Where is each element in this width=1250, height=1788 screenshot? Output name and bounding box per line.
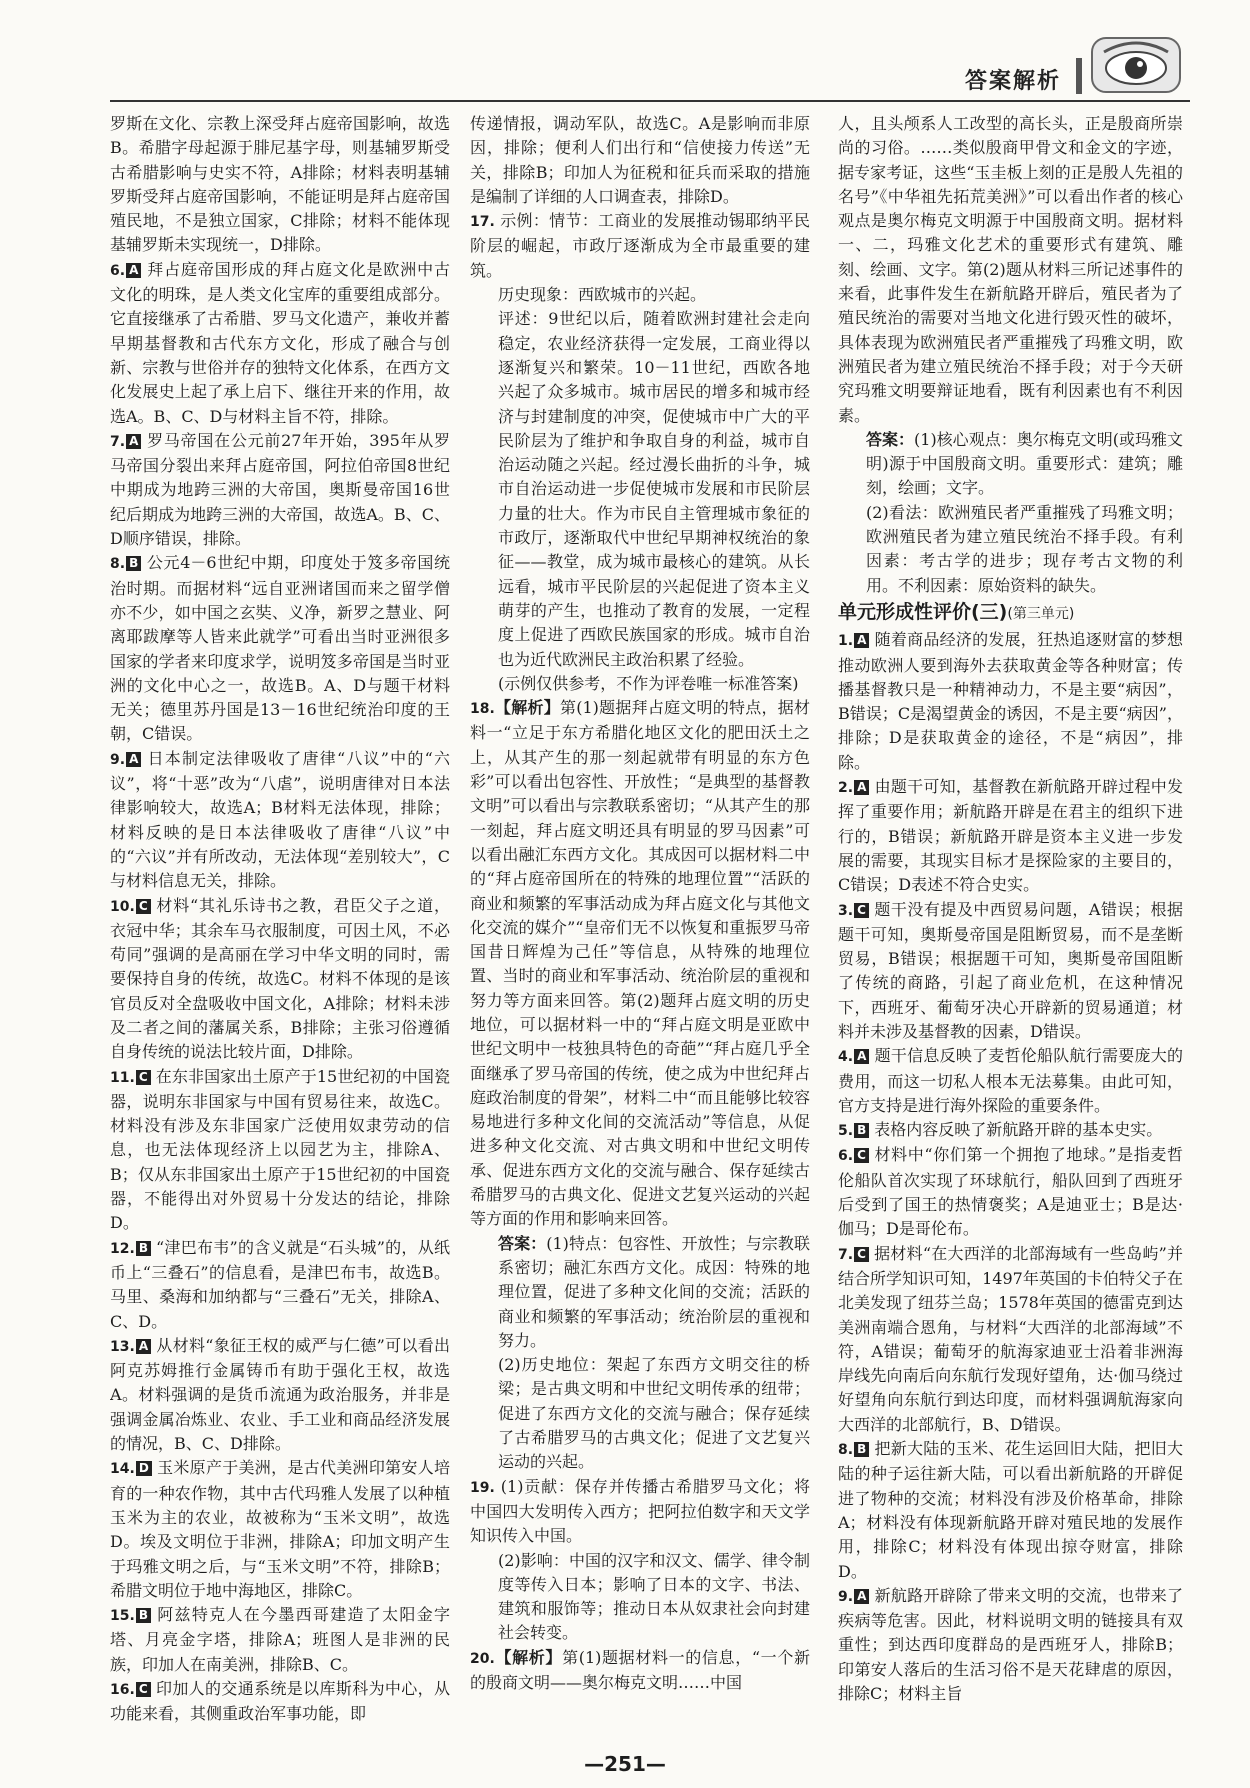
section-subtitle: (第三单元) — [1007, 605, 1075, 622]
answer-text: (2)看法：欧洲殖民者严重摧残了玛雅文明；欧洲殖民者为建立殖民统治不择手段。有利因素：考古学的进步；现存考古文物的利用。不利因素：原始资料的缺失。 — [866, 502, 1183, 595]
analysis-tag: 【解析】 — [494, 1647, 563, 1667]
answer-item-17 — [470, 209, 810, 283]
question-number: 2. — [838, 780, 854, 797]
answer-item-18 — [470, 696, 810, 1232]
answer-badge: B — [136, 1608, 151, 1623]
answer-text: 在东非国家出土原产于15世纪初的中国瓷器，说明东非国家与中国有贸易往来，故选C。材料没有涉及东非国家广泛使用奴隶劳动的信息，也无法体现经济上以园艺为主，排除A、B；仅从东非国家出土原产于15世纪初的中国瓷器，不能得出对外贸易十分发达的结论，排除D。 — [110, 1066, 450, 1233]
question-number: 3. — [838, 902, 854, 919]
section-title-text: 单元形成性评价(三) — [838, 600, 1008, 623]
answer-badge: B — [136, 1241, 151, 1256]
answer-item-5 — [838, 1118, 1183, 1143]
answer-item-16 — [110, 1677, 450, 1727]
answer-text: 题干没有提及中西贸易问题，A错误；根据题干可知，奥斯曼帝国是阻断贸易，而不是垄断贸易，B错误；根据题干可知，奥斯曼帝国阻断了传统的商路，引起了商业危机，在这种情况下，西班牙、葡萄牙决心开辟新的贸易通道；材料并未涉及基督教的因素，D错误。 — [838, 899, 1183, 1041]
answer-text: 据材料“在大西洋的北部海域有一些岛屿”并结合所学知识可知，1497年英国的卡伯特父子在北美发现了纽芬兰岛；1578年英国的德雷克到达美洲南端合恩角，与材料“大西洋的北部海域”不符，A错误；葡萄牙的航海家迪亚士沿着非洲海岸线先向南后向东航行发现好望角，达·伽马绕过好望角向东航行到达印度，而材料强调航海家向大西洋的北部航行，B、D错误。 — [838, 1243, 1183, 1434]
question-number: 13. — [110, 1338, 135, 1355]
answer-item-6 — [838, 1143, 1183, 1241]
answer-item-4 — [838, 1044, 1183, 1118]
answer-text: 表格内容反映了新航路开辟的基本史实。 — [874, 1120, 1163, 1140]
answer-note: (示例仅供参考，不作为评卷唯一标准答案) — [498, 673, 799, 693]
question-number: 4. — [838, 1049, 854, 1066]
question-number: 7. — [838, 1246, 854, 1263]
answer-block — [838, 428, 1183, 501]
answer-item-11 — [110, 1065, 450, 1236]
question-number: 11. — [110, 1069, 135, 1086]
answer-text: 印加人的交通系统是以库斯科为中心，从功能来看，其侧重政治军事功能，即 — [110, 1679, 450, 1724]
answer-item-9 — [110, 747, 450, 894]
answer-item-15 — [110, 1603, 450, 1677]
answer-badge: A — [854, 1589, 869, 1604]
answer-badge: A — [854, 1049, 869, 1064]
answer-badge: C — [136, 1070, 151, 1085]
answer-item-13 — [110, 1334, 450, 1456]
answer-text: 题干信息反映了麦哲伦船队航行需要庞大的费用，而这一切私人根本无法募集。由此可知，官方支持是进行海外探险的重要条件。 — [838, 1046, 1183, 1115]
answer-badge: C — [854, 903, 869, 918]
answer-text: (2)历史地位：架起了东西方文明交往的桥梁；是古典文明和中世纪文明传承的纽带；促进了东西方文化的交流与融合；保存延续了古希腊罗马的古典文化；促进了文艺复兴运动的兴起。 — [498, 1355, 810, 1472]
question-number: 18. — [470, 701, 495, 718]
question-number: 7. — [110, 433, 126, 450]
analysis-tag: 【解析】 — [494, 698, 560, 718]
question-number: 9. — [110, 751, 126, 768]
question-number: 15. — [110, 1608, 135, 1625]
answer-text: 第(1)题据拜占庭文明的特点，据材料一“立足于东方希腊化地区文化的肥田沃土之上，从其产生的那一刻起就带有明显的东方色彩”可以看出包容性、开放性；“是典型的基督教文明”可以看出与宗教联系密切；“从其产生的那一刻起，拜占庭文明还具有明显的罗马因素”可以看出融汇东西方文化。其成因可以据材料二中的“拜占庭帝国所在的特殊的地理位置”“活跃的商业和频繁的军事活动成为拜占庭文化与其他文化交流的媒介”“皇帝们无不以恢复和重振罗马帝国昔日辉煌为己任”等信息，从特殊的地理位置、当时的商业和军事活动、统治阶层的重视和努力等方面来回答。第(2)题拜占庭文明的历史地位，可以据材料一中的“拜占庭文明是亚欧中世纪文明中一枝独具特色的奇葩”“拜占庭几乎全面继承了罗马帝国的传统，使之成为中世纪拜占庭政治制度的骨架”，材料二中“而且能够比较容易地进行多种文化间的交流活动”等信息，从促进多种文化交流、对古典文明和中世纪文明传承、促进东西方文化的交流与融合、保存延续古希腊罗马的古典文化、促进文艺复兴运动的兴起等方面的作用和影响来回答。 — [470, 698, 810, 1229]
answer-text: 第(1)题据材料一的信息，“一个新的殷商文明——奥尔梅克文明……中国 — [470, 1647, 810, 1692]
answer-text: “津巴布韦”的含义就是“石头城”的，从纸币上“三叠石”的信息看，是津巴布韦，故选B。马里、桑海和加纳都与“三叠石”无关，排除A、C、D。 — [110, 1237, 450, 1331]
answer-badge: A — [854, 633, 869, 648]
answer-paragraph: 人，且头颅系人工改型的高长头，正是殷商所崇尚的习俗。……类似殷商甲骨文和金文的字迹，据专家考证，这些“玉圭板上刻的正是殷人先祖的名号”《中华祖先拓荒美洲》”可以看出作者的核心观点是奥尔梅克文明源于中国殷商文明。据材料一、二，玛雅文化艺术的重要形式有建筑、雕刻、绘画、文字。第(2)题从材料三所记述事件的来看，此事件发生在新航路开辟后，殖民者为了殖民统治的需要对当地文化进行毁灭性的破坏，具体表现为欧洲殖民者严重摧残了玛雅文明，欧洲殖民者为建立殖民统治不择手段；对于今天研究玛雅文明要辩证地看，既有利因素也有不利因素。 — [838, 114, 1183, 425]
answer-item-12 — [110, 1236, 450, 1334]
header-rule — [110, 100, 1190, 102]
question-number: 5. — [838, 1123, 854, 1140]
answer-badge: C — [136, 1682, 151, 1697]
answer-text: (2)影响：中国的汉字和汉文、儒学、律令制度等传入日本；影响了日本的文字、书法、建筑和服饰等；推动日本从奴隶社会向封建社会转变。 — [498, 1550, 810, 1643]
header-title: 答案解析 — [965, 69, 1062, 94]
column-2 — [470, 112, 810, 1752]
question-number: 8. — [110, 556, 126, 573]
answer-text: (1)特点：包容性、开放性；与宗教联系密切；融汇东西方文化。成因：特殊的地理位置，促进了多种文化间的交流；活跃的商业和频繁的军事活动；统治阶层的重视和努力。 — [498, 1233, 810, 1350]
answer-text: 从材料“象征王权的威严与仁德”可以看出阿克苏姆推行金属铸币有助于强化王权，故选A。材料强调的是货币流通为政治服务，并非是强调金属冶炼业、农业、手工业和商品经济发展的情况，B、C、D排除。 — [110, 1335, 450, 1454]
answer-text: (1)核心观点：奥尔梅克文明(或玛雅文明)源于中国殷商文明。重要形式：建筑；雕刻，绘画；文字。 — [866, 429, 1183, 498]
answer-paragraph: 罗斯在文化、宗教上深受拜占庭帝国影响，故选B。希腊字母起源于腓尼基字母，则基辅罗斯受古希腊影响与史实不符，A排除；材料表明基辅罗斯受拜占庭帝国影响，不能证明是拜占庭帝国殖民地，不是独立国家，C排除；材料不能体现基辅罗斯未实现统一，D排除。 — [110, 114, 450, 255]
answer-item-14 — [110, 1456, 450, 1603]
answer-text: 随着商品经济的发展，狂热追逐财富的梦想推动欧洲人要到海外去获取黄金等各种财富；传播基督教只是一种精神动力，不是主要“病因”，B错误；C是渴望黄金的诱因，不是主要“病因”，排除；D是获取黄金的途径，不是“病因”，排除。 — [838, 630, 1183, 772]
answer-text: 玉米原产于美洲，是古代美洲印第安人培育的一种农作物，其中古代玛雅人发展了以种植玉米为主的农业，故被称为“玉米文明”，故选D。埃及文明位于非洲，排除A；印加文明产生于玛雅文明之后，与“玉米文明”不符，排除B；希腊文明位于地中海地区，排除C。 — [110, 1458, 450, 1600]
answer-text: 评述：9世纪以后，随着欧洲封建社会走向稳定，农业经济获得一定发展，工商业得以逐渐复兴和繁荣。10－11世纪，西欧各地兴起了众多城市。城市居民的增多和城市经济与封建制度的冲突，促使城市中广大的平民阶层为了维护和争取自身的利益，城市自治运动随之兴起。经过漫长曲折的斗争，城市自治运动进一步促使城市发展和市民阶层力量的壮大。作为市民自主管理城市象征的市政厅，逐渐取代中世纪早期神权统治的象征——教堂，成为城市最核心的建筑。从长远看，城市平民阶层的兴起促进了资本主义萌芽的产生，也推动了教育的发展，一定程度上促进了西欧民族国家的形成。城市自治也为近代欧洲民主政治积累了经验。 — [498, 309, 810, 669]
answer-text: 历史现象：西欧城市的兴起。 — [498, 285, 707, 305]
answer-item-7 — [838, 1242, 1183, 1437]
section-title — [838, 600, 1183, 626]
answer-item-9 — [838, 1584, 1183, 1706]
answer-item-8 — [838, 1437, 1183, 1584]
column-1 — [110, 112, 450, 1752]
question-number: 16. — [110, 1682, 135, 1698]
question-number: 20. — [470, 1650, 495, 1667]
page-header — [0, 0, 1250, 100]
answer-badge: C — [854, 1148, 869, 1163]
answer-label: 答案： — [866, 429, 915, 449]
answer-paragraph: 传递情报，调动军队，故选C。A是影响而非原因，排除；便利人们出行和“信使接力传送”无关，排除B；印加人为征税和征兵而采取的措施是编制了详细的人口调查表，排除D。 — [470, 114, 810, 206]
answer-text: 公元4－6世纪中期，印度处于笈多帝国统治时期。而据材料“远自亚洲诸国而来之留学僧亦不少，如中国之玄奘、义净，新罗之慧业、阿离耶跋摩等人皆来此就学”可看出当时亚洲很多国家的学者来印度求学，说明笈多帝国是当时亚洲的文化中心之一，故选B。A、D与题干材料无关；德里苏丹国是13－16世纪统治印度的王朝，C错误。 — [110, 553, 450, 744]
answer-text: 把新大陆的玉米、花生运回旧大陆，把旧大陆的种子运往新大陆，可以看出新航路的开辟促进了物种的交流；材料没有涉及价格革命，排除A；材料没有体现新航路开辟对殖民地的发展作用，排除C；材料没有体现出掠夺财富，排除D。 — [838, 1439, 1183, 1581]
answer-block — [470, 1232, 810, 1353]
question-number: 10. — [110, 898, 135, 915]
answer-text: 示例：情节：工商业的发展推动锡耶纳平民阶层的崛起，市政厅逐渐成为全市最重要的建筑。 — [470, 211, 810, 280]
question-number: 1. — [838, 633, 854, 650]
answer-badge: A — [136, 1339, 151, 1354]
answer-badge: C — [854, 1247, 869, 1262]
answer-badge: C — [136, 899, 151, 914]
answer-text: 材料“其礼乐诗书之教，君臣父子之道，衣冠中华；其余车马衣服制度，可因土风，不必苟同”强调的是高丽在学习中华文明的同时，需要保持自身的传统，故选C。材料不体现的是该官员反对全盘吸收中国文化，A排除；材料未涉及二者之间的藩属关系，B排除；主张习俗遵循自身传统的说法比较片面，D排除。 — [110, 895, 450, 1062]
answer-item-7 — [110, 429, 450, 551]
question-number: 19. — [470, 1479, 495, 1496]
answer-item-1 — [838, 628, 1183, 775]
question-number: 17. — [470, 214, 495, 231]
answer-text: 由题干可知，基督教在新航路开辟过程中发挥了重要作用；新航路开辟是在君主的组织下进行的，B错误；新航路开辟是资本主义进一步发展的需要，其现实目标才是探险家的主要目的，C错误；D表述不符合史实。 — [838, 777, 1183, 895]
answer-badge: B — [854, 1442, 869, 1457]
answer-item-19 — [470, 1475, 810, 1549]
answer-badge: B — [126, 556, 141, 571]
answer-item-10 — [110, 894, 450, 1065]
question-number: 9. — [838, 1588, 854, 1605]
answer-text: (1)贡献：保存并传播古希腊罗马文化；将中国四大发明传入西方；把阿拉伯数字和天文学知识传入中国。 — [470, 1476, 810, 1546]
answer-item-6 — [110, 258, 450, 429]
question-number: 12. — [110, 1240, 135, 1257]
question-number: 6. — [838, 1148, 854, 1165]
question-number: 6. — [110, 262, 126, 279]
answer-badge: D — [136, 1461, 152, 1476]
answer-badge: A — [854, 780, 869, 795]
header-divider — [1076, 58, 1082, 94]
answer-text: 日本制定法律吸收了唐律“八议”中的“六议”，将“十恶”改为“八虐”，说明唐律对日本法律影响较大，故选A；B材料无法体现，排除；材料反映的是日本法律吸收了唐律“八议”中的“六议”并有所改动，无法体现“差别较大”，C与材料信息无关，排除。 — [110, 748, 450, 891]
answer-badge: A — [126, 434, 141, 449]
answer-badge: B — [854, 1123, 869, 1138]
answer-item-2 — [838, 775, 1183, 897]
answer-text: 材料中“你们第一个拥抱了地球。”是指麦哲伦船队首次实现了环球航行，船队回到了西班牙后受到了国王的热情褒奖；A是迪亚士；B是达·伽马；D是哥伦布。 — [838, 1145, 1183, 1239]
publisher-logo-icon — [1090, 36, 1182, 94]
answer-item-3 — [838, 898, 1183, 1045]
question-number: 14. — [110, 1461, 135, 1478]
answer-text: 拜占庭帝国形成的拜占庭文化是欧洲中古文化的明珠，是人类文化宝库的重要组成部分。它直接继承了古希腊、罗马文化遗产，兼收并蓄早期基督教和古代东方文化，形成了融合与创新、宗教与世俗并存的独特文化体系，在西方文化发展史上起了承上启下、继往开来的作用，故选A。B、C、D与材料主旨不符，排除。 — [110, 259, 450, 426]
question-number: 8. — [838, 1442, 854, 1459]
answer-text: 罗马帝国在公元前27年开始，395年从罗马帝国分裂出来拜占庭帝国，阿拉伯帝国8世纪中期成为地跨三洲的大帝国，奥斯曼帝国16世纪后期成为地跨三洲的大帝国，故选A。B、C、D顺序错误，排除。 — [110, 430, 450, 549]
answer-text: 阿兹特克人在今墨西哥建造了太阳金字塔、月亮金字塔，排除A；班图人是非洲的民族，印加人在南美洲，排除B、C。 — [110, 1605, 450, 1674]
answer-item-20 — [470, 1646, 810, 1696]
answer-badge: A — [126, 752, 141, 767]
answer-item-8 — [110, 551, 450, 746]
answer-text: 新航路开辟除了带来文明的交流，也带来了疾病等危害。因此，材料说明文明的链接具有双重性；到达西印度群岛的是西班牙人，排除B；印第安人落后的生活习俗不是天花肆虐的原因，排除C；材料主旨 — [838, 1585, 1183, 1703]
column-3 — [838, 112, 1183, 1752]
page-number: —251— — [584, 1752, 666, 1776]
answer-badge: A — [126, 263, 141, 278]
answer-label: 答案： — [498, 1233, 547, 1253]
